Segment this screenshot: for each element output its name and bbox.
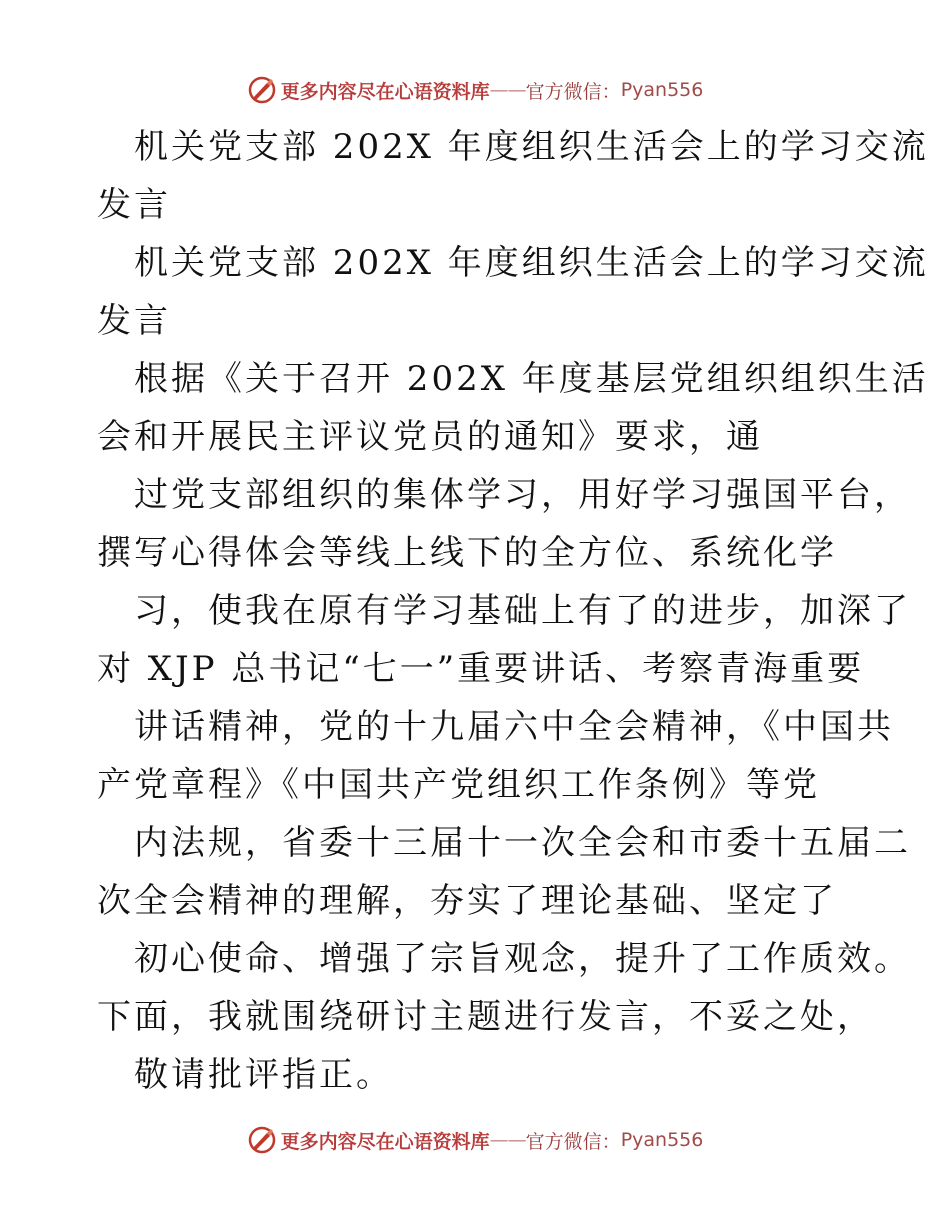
text-line: 撰写心得体会等线上线下的全方位、系统化学 xyxy=(97,533,837,573)
footer-banner xyxy=(0,1120,950,1160)
pen-logo-icon xyxy=(247,75,277,105)
banner-wechat-label: 官方微信： xyxy=(525,1130,621,1153)
banner-dash: —— xyxy=(489,79,526,101)
text-line: 产党章程》《中国共产党组织工作条例》等党 xyxy=(97,765,820,805)
header-banner xyxy=(0,70,950,110)
text-line: 会和开展民主评议党员的通知》要求，通 xyxy=(97,417,763,457)
banner-dash: —— xyxy=(489,1129,526,1151)
banner-wechat-id: Pyan556 xyxy=(620,1129,704,1151)
document-body xyxy=(97,124,929,1110)
banner-site-name: 更多内容尽在心语资料库 xyxy=(280,1130,490,1153)
text-line: 初心使命、增强了宗旨观念，提升了工作质效。 xyxy=(134,939,911,979)
text-line: 机关党支部 202X 年度组织生活会上的学习交流 xyxy=(134,127,929,167)
text-line: 发言 xyxy=(97,301,171,341)
banner-wechat-label: 官方微信： xyxy=(525,80,621,103)
text-line: 发言 xyxy=(97,185,171,225)
text-line: 习，使我在原有学习基础上有了的进步，加深了 xyxy=(134,591,911,631)
banner-site-name: 更多内容尽在心语资料库 xyxy=(280,80,490,103)
text-line: 讲话精神，党的十九届六中全会精神，《中国共 xyxy=(134,707,894,747)
text-line: 过党支部组织的集体学习，用好学习强国平台， xyxy=(134,475,911,515)
text-line: 根据《关于召开 202X 年度基层党组织组织生活 xyxy=(134,359,929,399)
text-line: 下面，我就围绕研讨主题进行发言，不妥之处， xyxy=(97,997,874,1037)
text-line: 次全会精神的理解，夯实了理论基础、坚定了 xyxy=(97,881,837,921)
text-line: 机关党支部 202X 年度组织生活会上的学习交流 xyxy=(134,243,929,283)
text-line: 敬请批评指正。 xyxy=(134,1055,393,1095)
banner-wechat-id: Pyan556 xyxy=(620,79,704,101)
text-line: 对 XJP 总书记“七一”重要讲话、考察青海重要 xyxy=(97,649,865,689)
pen-logo-icon xyxy=(247,1125,277,1155)
text-line: 内法规，省委十三届十一次全会和市委十五届二 xyxy=(134,823,911,863)
